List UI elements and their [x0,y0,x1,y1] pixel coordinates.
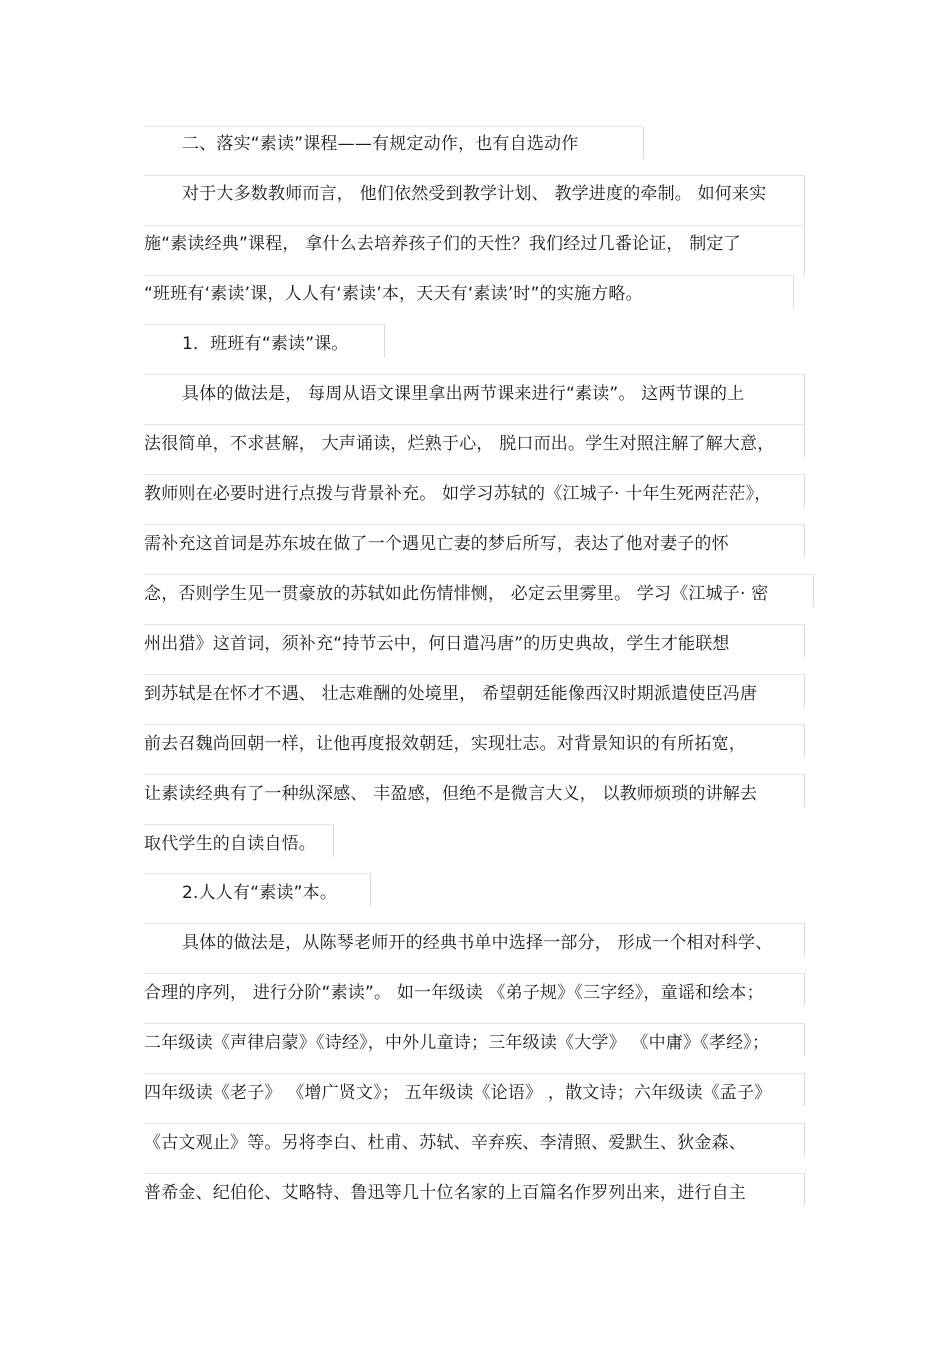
subheading: 2.人人有“素读”本。 [182,883,338,903]
paragraph-line: 合理的序列， 进行分阶“素读”。 如一年级读 《弟子规》《三字经》，童谣和绘本； [144,983,764,1003]
paragraph-line: 普希金、纪伯伦、艾略特、鲁迅等几十位名家的上百篇名作罗列出来，进行自主 [144,1183,746,1203]
paragraph-line: 州出猎》这首词，须补充“持节云中，何日遣冯唐”的历史典故，学生才能联想 [144,634,730,654]
paragraph-line: 对于大多数教师而言， 他们依然受到教学计划、 教学进度的牵制。 如何来实 [182,184,767,204]
paragraph-line: 教师则在必要时进行点拨与背景补充。 如学习苏轼的《江城子· 十年生死两茫茫》， [144,484,772,504]
paragraph-line: 法很简单，不求甚解， 大声诵读，烂熟于心， 脱口而出。学生对照注解了解大意， [144,434,775,454]
paragraph-line: “班班有‘素读’课，人人有‘素读’本，天天有‘素读’时”的实施方略。 [144,284,643,304]
paragraph-line: 前去召魏尚回朝一样，让他再度报效朝廷，实现壮志。对背景知识的有所拓宽， [144,734,746,754]
paragraph-line: 具体的做法是，从陈琴老师开的经典书单中选择一部分， 形成一个相对科学、 [182,933,773,953]
paragraph-line: 取代学生的自读自悟。 [144,834,316,854]
paragraph-line: 施“素读经典”课程， 拿什么去培养孩子们的天性？我们经过几番论证， 制定了 [144,234,741,254]
paragraph-line: 需补充这首词是苏东坡在做了一个遇见亡妻的梦后所写，表达了他对妻子的怀 [144,534,729,554]
paragraph-line: 到苏轼是在怀才不遇、 壮志难酬的处境里， 希望朝廷能像西汉时期派遣使臣冯唐 [144,684,758,704]
paragraph-line: 四年级读《老子》 《增广贤文》； 五年级读《论语》 ，散文诗；六年级读《孟子》 [144,1083,772,1103]
paragraph-line: 具体的做法是， 每周从语文课里拿出两节课来进行“素读”。 这两节课的上 [182,384,745,404]
paragraph-line: 《古文观止》等。另将李白、杜甫、苏轼、辛弃疾、李清照、爱默生、狄金森、 [144,1133,746,1153]
subheading: 1．班班有“素读”课。 [182,334,349,354]
paragraph-line: 二年级读《声律启蒙》《诗经》，中外儿童诗；三年级读《大学》 《中庸》《孝经》； [144,1033,770,1053]
paragraph-line: 念，否则学生见一贯豪放的苏轼如此伤情悱恻， 必定云里雾里。 学习《江城子· 密 [144,584,769,604]
paragraph-line: 让素读经典有了一种纵深感、 丰盈感，但绝不是微言大义， 以教师烦琐的讲解去 [144,784,758,804]
section-heading: 二、落实“素读”课程——有规定动作，也有自选动作 [182,134,579,154]
